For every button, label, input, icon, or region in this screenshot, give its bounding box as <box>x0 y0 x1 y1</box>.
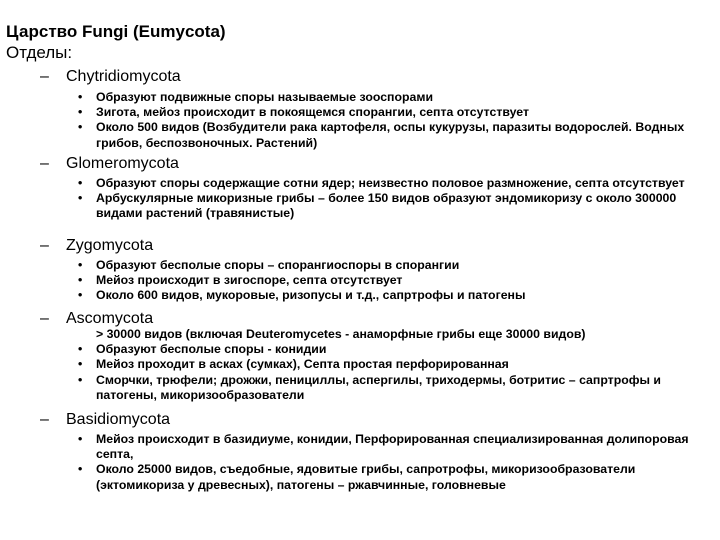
list-item <box>78 327 718 342</box>
division-name: Glomeromycota <box>66 155 179 172</box>
dash-marker: – <box>40 68 49 85</box>
division-chytridiomycota <box>40 68 181 86</box>
list-item-text: Мейоз проходит в асках (сумках), Септа простая перфорированная <box>96 357 509 372</box>
bullet-marker: • <box>78 176 83 190</box>
list-item-text: Около 500 видов (Возбудители рака картофеля, оспы кукурузы, паразиты водорослей. Водных грибов, беспозвоночных. Растений) <box>96 120 685 150</box>
bullet-marker: • <box>78 372 83 387</box>
list-item-text: Сморчки, трюфели; дрожжи, пенициллы, аспергилы, триходермы, ботритис – сапртрофы и патогены, микоризообразователи <box>96 372 661 402</box>
list-item-text: > 30000 видов (включая Deuteromycetes - анаморфные грибы еще 30000 видов) <box>96 327 586 341</box>
basidiomycota-list <box>78 432 718 493</box>
dash-marker: – <box>40 411 49 428</box>
bullet-marker: • <box>78 90 83 104</box>
list-item <box>78 120 718 150</box>
list-item-text: Образуют бесполые споры - конидии <box>96 342 327 357</box>
list-item <box>78 105 718 120</box>
bullet-marker: • <box>78 120 83 135</box>
list-item-text: Мейоз происходит в базидиуме, конидии, Перфорированная специализированная долипоровая септа, <box>96 432 689 462</box>
bullet-marker: • <box>78 273 83 288</box>
bullet-marker: • <box>78 105 83 120</box>
list-item-text: Образуют споры содержащие сотни ядер; неизвестно половое размножение, септа отсутствует <box>96 176 685 190</box>
division-name: Zygomycota <box>66 237 154 254</box>
slide-title: Царство Fungi (Eumycota) <box>6 22 226 41</box>
bullet-marker: • <box>78 432 83 446</box>
list-item <box>78 258 718 273</box>
list-item <box>78 176 718 191</box>
list-item-text: Образуют подвижные споры называемые зооспорами <box>96 90 433 104</box>
division-ascomycota <box>40 310 153 328</box>
list-item-text: Арбускулярные микоризные грибы – более 150 видов образуют эндомикоризу с около 300000 видами растений (травянистые) <box>96 191 677 221</box>
chytridiomycota-list <box>78 90 718 151</box>
bullet-marker: • <box>78 357 83 372</box>
bullet-marker: • <box>78 191 83 206</box>
division-glomeromycota <box>40 155 179 173</box>
list-item <box>78 288 718 303</box>
zygomycota-list <box>78 258 718 304</box>
list-item-text: Около 25000 видов, съедобные, ядовитые грибы, сапротрофы, микоризообразователи (эктомикориза у древесных), патогены – ржавчинные, головневые <box>96 462 636 492</box>
list-item <box>78 342 718 357</box>
list-item <box>78 90 718 105</box>
bullet-marker: • <box>78 258 83 272</box>
list-item-text: Около 600 видов, мукоровые, ризопусы и т.д., сапртрофы и патогены <box>96 288 526 303</box>
list-item-text: Образуют бесполые споры – спорангиоспоры в спорангии <box>96 258 460 272</box>
list-item <box>78 373 718 403</box>
list-item-text: Зигота, мейоз происходит в покоящемся спорангии, септа отсутствует <box>96 105 529 120</box>
list-item <box>78 462 718 492</box>
division-name: Ascomycota <box>66 310 154 327</box>
list-item <box>78 273 718 288</box>
dash-marker: – <box>40 237 49 254</box>
division-name: Basidiomycota <box>66 411 171 428</box>
bullet-marker: • <box>78 342 83 357</box>
bullet-marker: • <box>78 462 83 477</box>
list-item <box>78 432 718 462</box>
ascomycota-list <box>78 327 718 403</box>
division-name: Chytridiomycota <box>66 68 181 85</box>
list-item <box>78 191 718 221</box>
list-item <box>78 357 718 372</box>
dash-marker: – <box>40 155 49 172</box>
glomeromycota-list <box>78 176 718 222</box>
list-item-text: Мейоз происходит в зигоспоре, септа отсутствует <box>96 273 403 288</box>
division-basidiomycota <box>40 411 170 429</box>
division-zygomycota <box>40 237 153 255</box>
dash-marker: – <box>40 310 49 327</box>
bullet-marker: • <box>78 288 83 303</box>
slide-subtitle: Отделы: <box>6 43 73 62</box>
